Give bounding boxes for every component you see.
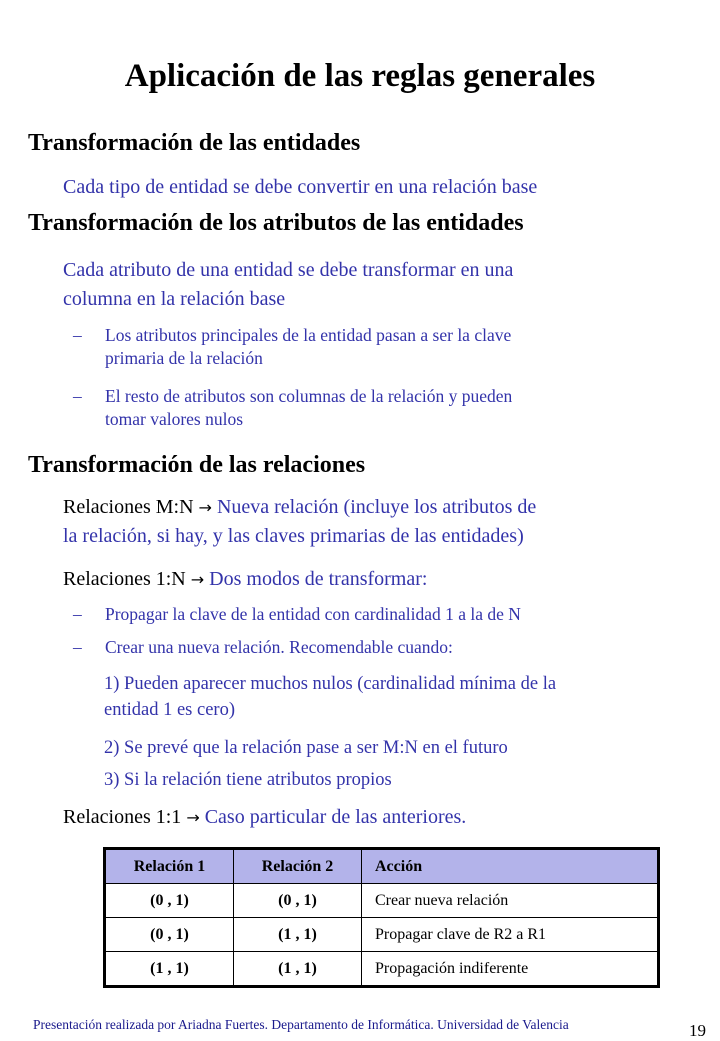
bullet-propagar: [73, 603, 521, 626]
bullet-atributos-resto: [73, 385, 512, 408]
bullet-text: Propagar la clave de la entidad con cardinalidad 1 a la de N: [105, 604, 521, 624]
table-cell: (0 , 1): [234, 884, 362, 918]
bullet-dash: –: [73, 386, 82, 406]
text-relaciones-1n: [63, 565, 427, 594]
bullet-dash: –: [73, 604, 82, 624]
table-cell: (1 , 1): [234, 952, 362, 987]
heading-entidades: Transformación de las entidades: [28, 130, 361, 156]
table-cell: (0 , 1): [105, 884, 234, 918]
table-cell: (1 , 1): [234, 918, 362, 952]
table-row: [105, 952, 659, 987]
text-relaciones-11: [63, 803, 466, 832]
text-1n: Dos modos de transformar:: [209, 568, 428, 590]
heading-relaciones: Transformación de las relaciones: [28, 452, 366, 478]
item-atributos-propios: 3) Si la relación tiene atributos propios: [104, 770, 392, 790]
table-row: [105, 918, 659, 952]
bullet-atributos-principales: [73, 324, 511, 347]
item-nulos-line2: entidad 1 es cero): [104, 700, 235, 720]
label-mn: Relaciones M:N: [63, 496, 194, 518]
table-cell: (0 , 1): [105, 918, 234, 952]
footer-credit: Presentación realizada por Ariadna Fuertes. Departamento de Informática. Universidad de Valencia: [33, 1017, 569, 1032]
arrow-right-icon: →: [190, 570, 205, 589]
table-cell: (1 , 1): [105, 952, 234, 987]
item-mn-futuro: 2) Se prevé que la relación pase a ser M:N en el futuro: [104, 738, 508, 758]
table-cell: Propagación indiferente: [362, 952, 659, 987]
arrow-right-icon: →: [198, 498, 212, 517]
table-cell: Crear nueva relación: [362, 884, 659, 918]
bullet-crear: [73, 636, 453, 659]
label-11: Relaciones 1:1: [63, 806, 182, 828]
label-1n: Relaciones 1:N: [63, 568, 186, 590]
text-atributos-line2: columna en la relación base: [63, 288, 286, 310]
text-11: Caso particular de las anteriores.: [204, 806, 467, 828]
text-atributos: [63, 256, 513, 314]
bullet-dash: –: [73, 637, 82, 657]
bullet-dash: –: [73, 325, 82, 345]
text-entidades: Cada tipo de entidad se debe convertir en una relación base: [63, 176, 538, 198]
text-mn-line2: la relación, si hay, y las claves primarias de las entidades): [63, 525, 524, 547]
page-number: 19: [689, 1021, 706, 1040]
page-title: Aplicación de las reglas generales: [124, 58, 596, 94]
bullet-text-cont: tomar valores nulos: [105, 409, 244, 429]
item-nulos-line1: 1) Pueden aparecer muchos nulos (cardinalidad mínima de la: [104, 674, 557, 694]
table-header: Relación 1: [105, 849, 234, 884]
bullet-text: Crear una nueva relación. Recomendable cuando:: [105, 637, 453, 657]
heading-atributos: Transformación de los atributos de las entidades: [28, 210, 524, 236]
bullet-text-cont: primaria de la relación: [105, 348, 263, 368]
table-header: Acción: [362, 849, 659, 884]
table-row: [105, 884, 659, 918]
arrow-right-icon: →: [186, 808, 200, 827]
bullet-text: El resto de atributos son columnas de la relación y pueden: [105, 386, 513, 406]
text-mn-line1: Nueva relación (incluye los atributos de: [216, 496, 537, 518]
table-header-row: [105, 849, 659, 884]
bullet-text: Los atributos principales de la entidad pasan a ser la clave: [105, 325, 512, 345]
table-cell: Propagar clave de R2 a R1: [362, 918, 659, 952]
cardinality-table: [103, 847, 660, 988]
text-relaciones-mn: [63, 493, 536, 551]
text-atributos-line1: Cada atributo de una entidad se debe transformar en una: [63, 259, 514, 281]
table-header: Relación 2: [234, 849, 362, 884]
item-nulos: [104, 671, 556, 723]
